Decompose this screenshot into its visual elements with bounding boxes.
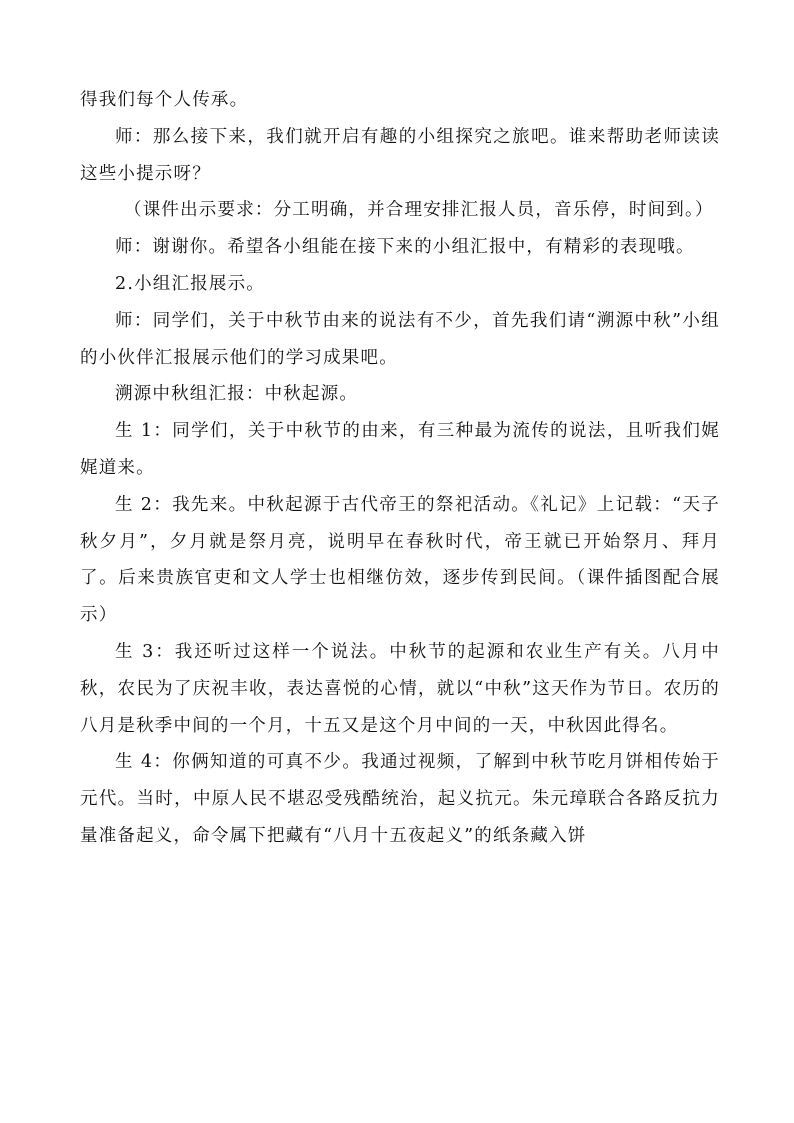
paragraph-continuation: 得我们每个人传承。 — [80, 90, 249, 110]
paragraph-group-report-title: 溯源中秋组汇报：中秋起源。 — [115, 384, 359, 405]
paragraph-student-1: 生 1：同学们，关于中秋节的由来，有三种最为流传的说法，且听我们娓娓道来。 — [80, 421, 720, 478]
paragraph-teacher-intro: 师：那么接下来，我们就开启有趣的小组探究之旅吧。谁来帮助老师读读这些小提示呀？ — [80, 126, 720, 184]
paragraph-student-3: 生 3：我还听过这样一个说法。中秋节的起源和农业生产有关。八月中秋，农民为了庆祝丰收，表达喜悦的心情，就以“中秋”这天作为节日。农历的八月是秋季中间的一个月，十五又是这个月中间的一天，中秋因此得名。 — [80, 641, 720, 736]
paragraph-courseware-requirement: （课件出示要求：分工明确，并合理安排汇报人员，音乐停，时间到。） — [124, 200, 714, 221]
paragraph-teacher-thanks: 师：谢谢你。希望各小组能在接下来的小组汇报中，有精彩的表现哦。 — [115, 237, 695, 258]
paragraph-teacher-invite: 师：同学们，关于中秋节由来的说法有不少，首先我们请“溯源中秋”小组的小伙伴汇报展示他们的学习成果吧。 — [80, 310, 720, 368]
paragraph-student-4: 生 4：你俩知道的可真不少。我通过视频，了解到中秋节吃月饼相传始于元代。当时，中原人民不堪忍受残酷统治，起义抗元。朱元璋联合各路反抗力量准备起义，命令属下把藏有“八月十五夜起义”的纸条藏入饼 — [80, 752, 720, 846]
document-body — [80, 82, 720, 855]
section-heading-group-report: 2.小组汇报展示。 — [115, 273, 265, 294]
paragraph-student-2: 生 2：我先来。中秋起源于古代帝王的祭祀活动。《礼记》上记载：“天子秋夕月”，夕月就是祭月亮，说明早在春秋时代，帝王就已开始祭月、拜月了。后来贵族官吏和文人学士也相继仿效，逐步传到民间。（课件插图配合展示） — [80, 494, 720, 626]
